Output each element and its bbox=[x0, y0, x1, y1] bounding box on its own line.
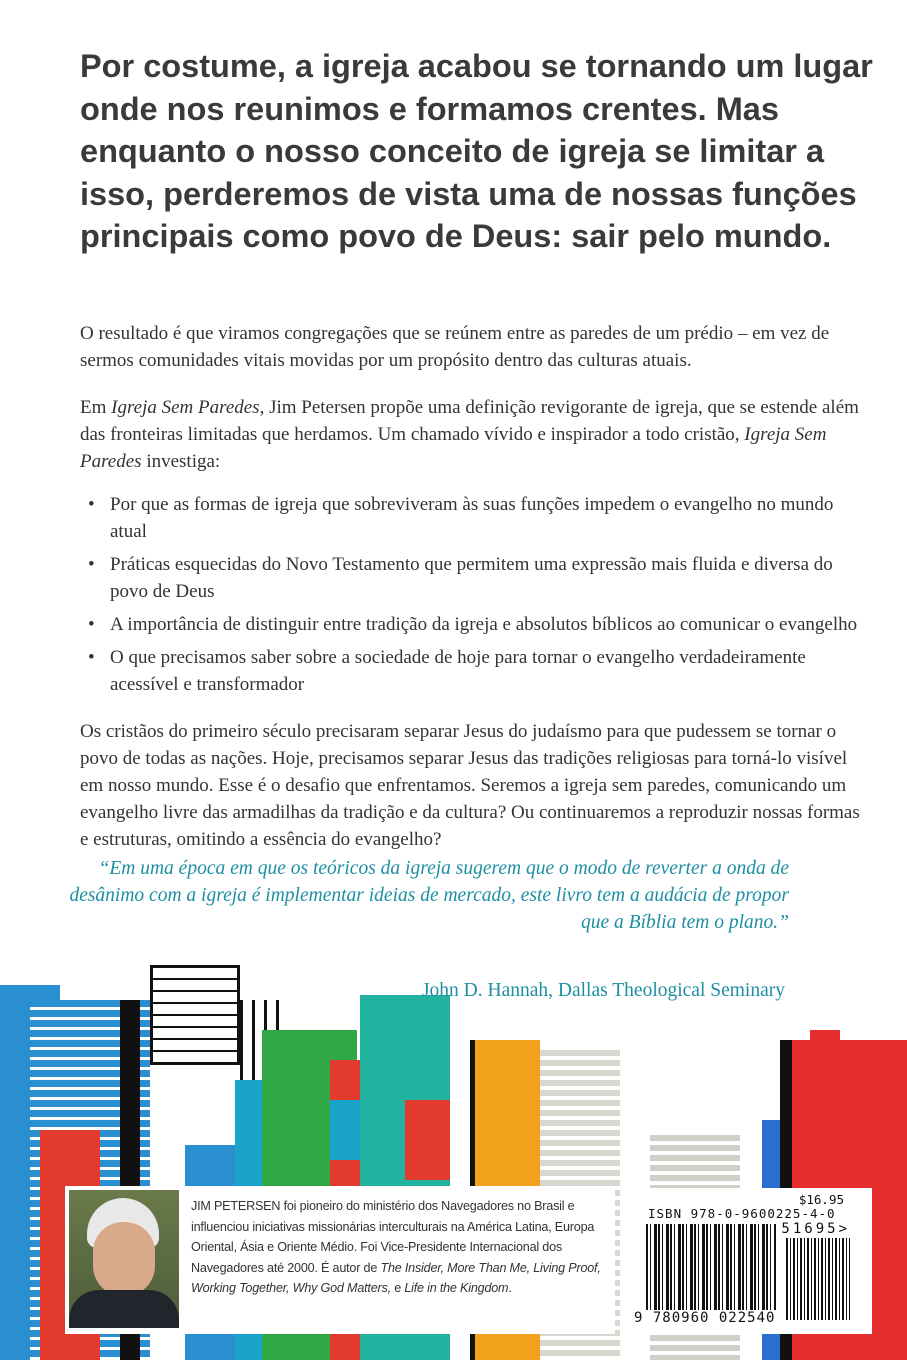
headline: Por costume, a igreja acabou se tornando um lugar onde nos reunimos e formamos crentes. Mas enquanto o nosso conceito de igreja se limitar a isso, perderemos de vista uma de nossas funções principais como povo de Deus: sair pelo mundo. bbox=[80, 48, 873, 255]
price-addon: 51695> bbox=[781, 1221, 850, 1237]
addon-bars bbox=[786, 1238, 850, 1320]
text: JIM PETERSEN foi pioneiro do ministério dos Navegadores no Brasil e influenciou iniciativas missionárias interculturais na América Latina, Europa Oriental, Ásia e Oriente Médio. Foi Vice-Presidente Internacional dos Navegadores até 2000. É autor de bbox=[191, 1199, 595, 1275]
price: $16.95 bbox=[798, 1192, 844, 1207]
barcode-bars bbox=[646, 1224, 776, 1320]
book-titles: The Insider, More Than Me, Living Proof, Working Together, Why God Matters, bbox=[191, 1260, 601, 1295]
isbn-barcode bbox=[628, 1188, 872, 1334]
author-bio-text bbox=[191, 1190, 611, 1330]
text: , Jim Petersen propõe uma definição revigorante de igreja, que se estende além das fronteiras limitadas que herdamos. Um chamado vívido e inspirador a todo cristão, bbox=[80, 397, 859, 445]
book-title: Igreja Sem Paredes bbox=[80, 424, 827, 472]
paragraph-challenge: Os cristãos do primeiro século precisaram separar Jesus do judaísmo para que pudessem se tornar o povo de todas as nações. Hoje, precisamos separar Jesus das tradições religiosas para torná-lo visível em nosso mundo. Esse é o desafio que enfrentamos. Seremos a igreja sem paredes, comunicando um evangelho livre das armadilhas da tradição e da cultura? Ou continuaremos a reproduzir nossas formas e estruturas, omitindo a essência do evangelho? bbox=[80, 721, 860, 850]
ean-number: 9 780960 022540 bbox=[634, 1310, 776, 1326]
paragraph-intro: O resultado é que viramos congregações que se reúnem entre as paredes de um prédio – em vez de sermos comunidades vitais movidas por um propósito dentro das culturas atuais. bbox=[80, 323, 830, 371]
isbn: ISBN 978-0-9600225-4-0 bbox=[648, 1206, 836, 1221]
endorsement-attribution: John D. Hannah, Dallas Theological Seminary bbox=[421, 980, 785, 1001]
endorsement-quote: “Em uma época em que os teóricos da igreja sugerem que o modo de reverter a onda de desânimo com a igreja é implementar ideias de mercado, este livro tem a audácia de propor que a Bíblia tem o plano.” bbox=[69, 858, 789, 933]
list-item: • Por que as formas de igreja que sobreviveram às suas funções impedem o evangelho no mundo atual bbox=[88, 491, 870, 545]
text: . bbox=[508, 1281, 512, 1295]
author-bio bbox=[65, 1186, 615, 1334]
topic-list bbox=[88, 491, 870, 698]
list-item: • Práticas esquecidas do Novo Testamento que permitem uma expressão mais fluida e diversa do povo de Deus bbox=[88, 551, 870, 605]
book-title: Life in the Kingdom bbox=[404, 1281, 509, 1295]
list-item: • A importância de distinguir entre tradição da igreja e absolutos bíblicos ao comunicar o evangelho bbox=[88, 611, 870, 638]
list-item: • O que precisamos saber sobre a sociedade de hoje para tornar o evangelho verdadeiramente acessível e transformador bbox=[88, 644, 870, 698]
author-photo bbox=[69, 1190, 179, 1328]
text: Em bbox=[80, 397, 112, 418]
text: investiga: bbox=[141, 451, 221, 472]
book-title: Igreja Sem Paredes bbox=[111, 397, 260, 418]
description bbox=[80, 320, 870, 873]
paragraph-book bbox=[80, 394, 870, 475]
text: e bbox=[390, 1281, 405, 1295]
